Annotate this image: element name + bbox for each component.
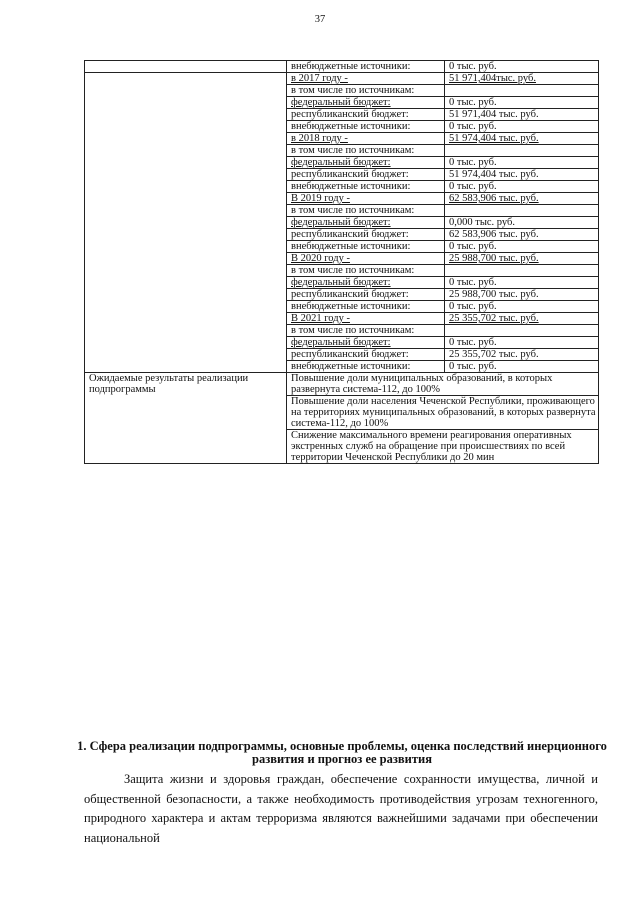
funding-amount-cell: 25 355,702 тыс. руб.	[445, 313, 599, 325]
funding-row	[85, 61, 599, 73]
funding-source-cell: внебюджетные источники:	[287, 241, 445, 253]
funding-amount-cell	[445, 265, 599, 277]
funding-amount-cell: 0 тыс. руб.	[445, 121, 599, 133]
result-item-cell: Повышение доли муниципальных образований, в которых развернута система-112, до 100%	[287, 373, 599, 396]
funding-source-cell: внебюджетные источники:	[287, 121, 445, 133]
funding-source-cell: в том числе по источникам:	[287, 85, 445, 97]
funding-source-cell: республиканский бюджет:	[287, 229, 445, 241]
funding-source-cell: федеральный бюджет:	[287, 217, 445, 229]
funding-amount-cell: 51 974,404 тыс. руб.	[445, 133, 599, 145]
funding-amount-cell: 62 583,906 тыс. руб.	[445, 193, 599, 205]
funding-source-cell: республиканский бюджет:	[287, 169, 445, 181]
funding-amount-cell: 25 355,702 тыс. руб.	[445, 349, 599, 361]
funding-amount-cell: 0 тыс. руб.	[445, 361, 599, 373]
funding-source-cell: республиканский бюджет:	[287, 289, 445, 301]
funding-source-cell: федеральный бюджет:	[287, 277, 445, 289]
funding-source-cell: федеральный бюджет:	[287, 97, 445, 109]
funding-amount-cell: 0 тыс. руб.	[445, 61, 599, 73]
funding-source-cell: внебюджетные источники:	[287, 61, 445, 73]
funding-amount-cell: 25 988,700 тыс. руб.	[445, 253, 599, 265]
funding-source-cell: В 2020 году -	[287, 253, 445, 265]
funding-amount-cell: 51 971,404 тыс. руб.	[445, 109, 599, 121]
funding-source-cell: в 2018 году -	[287, 133, 445, 145]
funding-amount-cell: 0 тыс. руб.	[445, 337, 599, 349]
page-number: 37	[314, 14, 326, 25]
funding-amount-cell: 0,000 тыс. руб.	[445, 217, 599, 229]
body-paragraph: Защита жизни и здоровья граждан, обеспечение сохранности имущества, личной и общественной безопасности, а также необходимость противодействия угрозам техногенного, природного характера и актам терроризма являются важнейшими задачами при обеспечении национальной	[84, 772, 598, 845]
result-item-cell: Снижение максимального времени реагирования оперативных экстренных служб на обращение при происшествиях по всей территории Чеченской Республики до 20 мин	[287, 430, 599, 464]
funding-amount-cell: 0 тыс. руб.	[445, 97, 599, 109]
funding-source-cell: внебюджетные источники:	[287, 181, 445, 193]
funding-row	[85, 73, 599, 85]
funding-source-cell: республиканский бюджет:	[287, 109, 445, 121]
funding-amount-cell: 25 988,700 тыс. руб.	[445, 289, 599, 301]
funding-source-cell: республиканский бюджет:	[287, 349, 445, 361]
funding-amount-cell	[445, 85, 599, 97]
funding-source-cell: в том числе по источникам:	[287, 145, 445, 157]
funding-amount-cell: 0 тыс. руб.	[445, 301, 599, 313]
result-item-cell: Повышение доли населения Чеченской Республики, проживающего на территориях муниципальных образований, в которых развернута система-112, до 100%	[287, 396, 599, 430]
funding-label-cell-top	[85, 61, 287, 73]
funding-source-cell: В 2021 году -	[287, 313, 445, 325]
funding-amount-cell	[445, 325, 599, 337]
funding-amount-cell	[445, 145, 599, 157]
funding-source-cell: в том числе по источникам:	[287, 265, 445, 277]
funding-amount-cell: 62 583,906 тыс. руб.	[445, 229, 599, 241]
funding-source-cell: в том числе по источникам:	[287, 325, 445, 337]
funding-source-cell: в 2017 году -	[287, 73, 445, 85]
results-label-cell: Ожидаемые результаты реализации подпрограммы	[85, 373, 287, 464]
funding-source-cell: В 2019 году -	[287, 193, 445, 205]
funding-amount-cell: 51 974,404 тыс. руб.	[445, 169, 599, 181]
funding-amount-cell	[445, 205, 599, 217]
funding-amount-cell: 51 971,404тыс. руб.	[445, 73, 599, 85]
funding-source-cell: федеральный бюджет:	[287, 337, 445, 349]
funding-table	[84, 60, 599, 464]
funding-source-cell: внебюджетные источники:	[287, 301, 445, 313]
funding-amount-cell: 0 тыс. руб.	[445, 241, 599, 253]
funding-source-cell: внебюджетные источники:	[287, 361, 445, 373]
funding-amount-cell: 0 тыс. руб.	[445, 157, 599, 169]
funding-source-cell: в том числе по источникам:	[287, 205, 445, 217]
funding-amount-cell: 0 тыс. руб.	[445, 181, 599, 193]
section-heading: 1. Сфера реализации подпрограммы, основные проблемы, оценка последствий инерционного развития и прогноз ее развития	[77, 739, 607, 766]
funding-label-cell	[85, 73, 287, 373]
funding-source-cell: федеральный бюджет:	[287, 157, 445, 169]
results-row	[85, 373, 599, 396]
funding-amount-cell: 0 тыс. руб.	[445, 277, 599, 289]
